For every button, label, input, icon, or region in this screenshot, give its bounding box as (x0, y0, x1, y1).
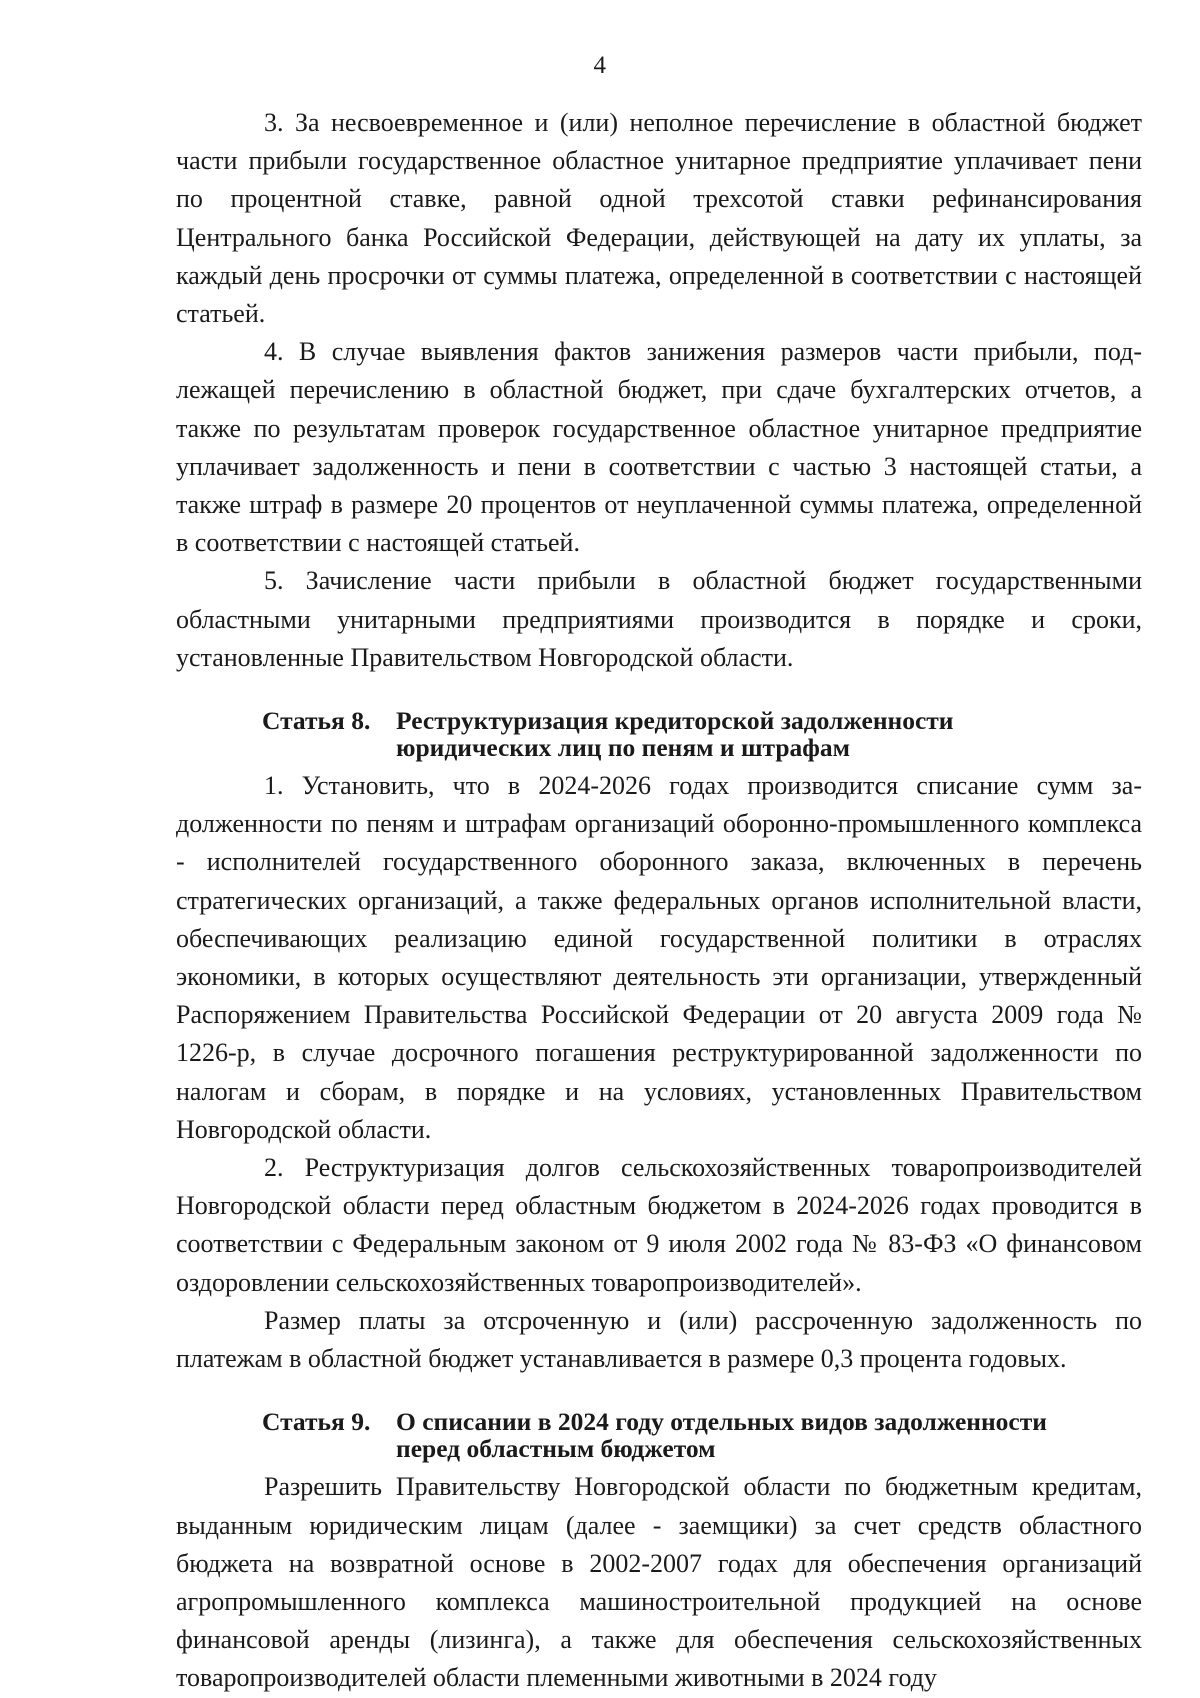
article8-title (396, 707, 1142, 761)
article8-title-line1: Реструктуризация кредиторской задолженности (396, 706, 954, 736)
article8-heading (176, 707, 1142, 761)
article9-title (396, 1408, 1142, 1462)
paragraph-article7-part4: 4. В случае выявления фактов занижения размеров части прибыли, подлежащей перечислению в областной бюджет, при сдаче бухгалтерских отчетов, а также по результатам проверок государственное областное унитарное предприятие уплачивает задолженность и пени в соответствии с частью 3 настоящей статьи, а также штраф в размере 20 процентов от неуплаченной суммы платежа, определенной в соответствии с настоящей статьей. (176, 337, 1142, 558)
paragraph-article8-part2: 2. Реструктуризация долгов сельскохозяйственных товаропроизводителей Новгородской области перед областным бюджетом в 2024-2026 годах проводится в соответствии с Федеральным законом от 9 июля 2002 года № 83-ФЗ «О финансовом оздоровлении сельскохозяйственных товаропроизводителей». (176, 1153, 1142, 1297)
paragraph-article8-fee: Размер платы за отсроченную и (или) рассроченную задолженность по платежам в областной бюджет устанавливается в размере 0,3 процента годовых. (176, 1305, 1142, 1374)
article9-heading (176, 1408, 1142, 1462)
paragraph-article9-main: Разрешить Правительству Новгородской области по бюджетным кредитам, выданным юридическим лицам (далее - заемщики) за счет средств областного бюджета на возвратной основе в 2002-2007 годах для обеспечения организаций агропромышленного комплекса машиностроительной продукцией на основе финансовой аренды (лизинга), а также для обеспечения сельскохозяйственных товаропроизводителей области племенными животными в 2024 году (176, 1472, 1142, 1693)
article9-title-line2: перед областным бюджетом (396, 1434, 716, 1464)
article9-title-line1: О списании в 2024 году отдельных видов задолженности (396, 1407, 1047, 1437)
paragraph-article7-part3: 3. За несвоевременное и (или) неполное перечисление в областной бюджет части прибыли государственное областное унитарное предприятие уплачивает пени по процентной ставке, равной одной трехсотой ставки рефинансирования Центрального банка Российской Федерации, действующей на дату их уплаты, за каждый день просрочки от суммы платежа, определенной в соответствии с настоящей статьей. (176, 108, 1142, 329)
paragraph-article7-part5: 5. Зачисление части прибыли в областной бюджет государственными областными унитарными предприятиями производится в порядке и сроки, установленные Правительством Новгородской области. (176, 566, 1142, 672)
document-body (176, 104, 1142, 1698)
page-number: 4 (593, 52, 607, 79)
article9-label: Статья 9. (262, 1407, 371, 1437)
paragraph-article8-part1: 1. Установить, что в 2024-2026 годах производится списание сумм задолженности по пеням и штрафам организаций оборонно-промышленного комплекса - исполнителей государственного оборонного заказа, включенных в перечень стратегических организаций, а также федеральных органов исполнительной власти, обеспечивающих реализацию единой государственной политики в отраслях экономики, в которых осуществляют деятельность эти организации, утвержденный Распоряжением Правительства Российской Федерации от 20 августа 2009 года № 1226-р, в случае досрочного погашения реструктурированной задолженности по налогам и сборам, в порядке и на условиях, установленных Правительством Новгородской области. (176, 771, 1142, 1144)
article8-label: Статья 8. (262, 706, 371, 736)
article8-title-line2: юридических лиц по пеням и штрафам (396, 733, 851, 763)
